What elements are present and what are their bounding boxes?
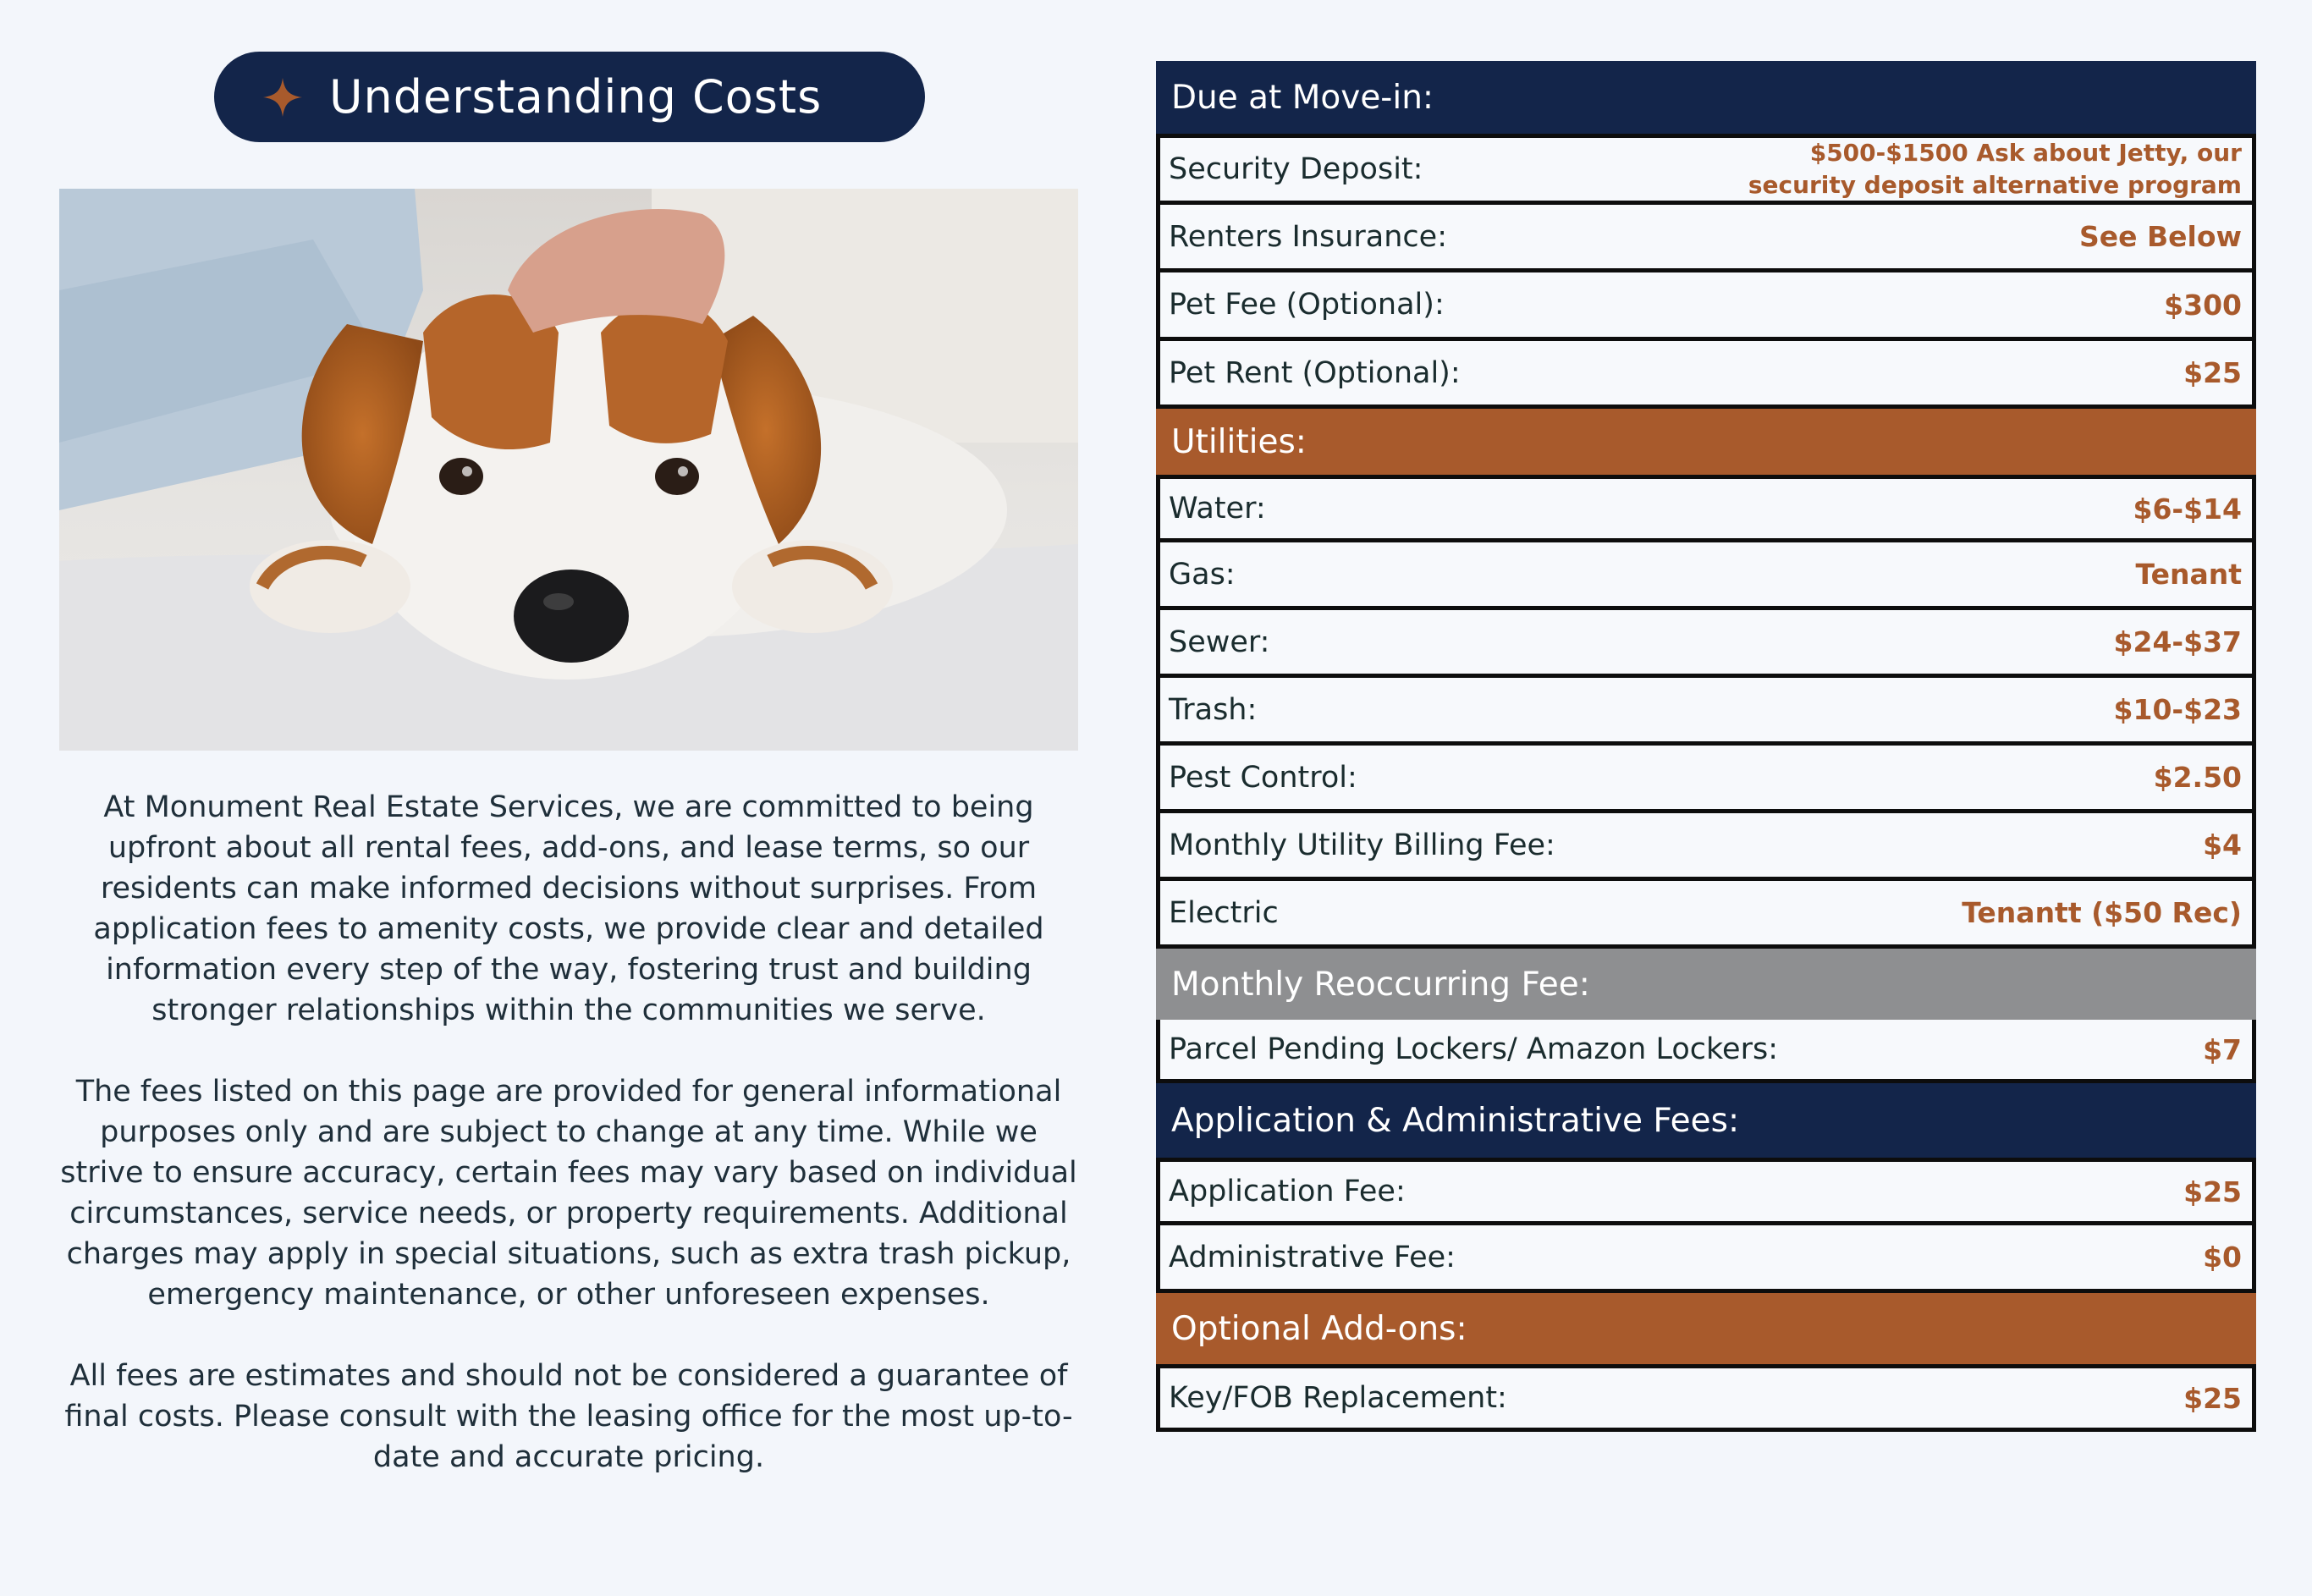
row-value: $6-$14 bbox=[2133, 492, 2242, 526]
row-label: Water: bbox=[1169, 492, 1266, 526]
row-label: Parcel Pending Lockers/ Amazon Lockers: bbox=[1169, 1032, 1778, 1066]
row-value: $300 bbox=[2164, 288, 2242, 322]
intro-paragraph: At Monument Real Estate Services, we are committed to being upfront about all rental fees, add-ons, and lease terms, so our residents can make informed decisions without surprises. From application fees to amenity costs, we provide clear and detailed information every step of the way, fostering trust and building stronger relationships within the communities we serve. bbox=[93, 790, 1044, 1027]
row-value: $4 bbox=[2203, 828, 2242, 861]
row-pet-fee bbox=[1156, 272, 2256, 341]
estimate-paragraph: All fees are estimates and should not be considered a guarantee of final costs. Please consult with the leasing office for the most up-to-date and accurate pricing. bbox=[64, 1359, 1073, 1474]
row-value: $500-$1500 Ask about Jetty, our security deposit alternative program bbox=[1748, 139, 2242, 199]
row-administrative-fee bbox=[1156, 1225, 2256, 1293]
row-key-fob-replacement bbox=[1156, 1364, 2256, 1432]
page-title-banner bbox=[214, 52, 925, 142]
section-monthly-reoccurring-fee: Monthly Reoccurring Fee: bbox=[1156, 949, 2256, 1020]
row-label: Electric bbox=[1169, 895, 1279, 930]
sparkle-icon bbox=[261, 76, 304, 118]
row-label: Sewer: bbox=[1169, 625, 1270, 659]
page-title: Understanding Costs bbox=[329, 70, 823, 124]
row-label: Administrative Fee: bbox=[1169, 1240, 1456, 1274]
section-utilities: Utilities: bbox=[1156, 409, 2256, 475]
section-application-fees: Application & Administrative Fees: bbox=[1156, 1083, 2256, 1158]
row-value: $25 bbox=[2183, 1175, 2242, 1208]
row-pet-rent bbox=[1156, 341, 2256, 409]
row-label: Monthly Utility Billing Fee: bbox=[1169, 828, 1555, 862]
row-value: See Below bbox=[2078, 220, 2242, 253]
row-renters-insurance bbox=[1156, 205, 2256, 272]
row-label: Gas: bbox=[1169, 557, 1236, 592]
row-value: Tenant bbox=[2135, 558, 2242, 591]
section-optional-add-ons: Optional Add-ons: bbox=[1156, 1293, 2256, 1364]
row-label: Key/FOB Replacement: bbox=[1169, 1381, 1507, 1415]
row-value: $25 bbox=[2183, 356, 2242, 389]
intro-text bbox=[59, 787, 1078, 1518]
row-pest-control bbox=[1156, 746, 2256, 813]
row-label: Pet Fee (Optional): bbox=[1169, 288, 1445, 322]
row-label: Pest Control: bbox=[1169, 760, 1357, 795]
row-value: Tenantt ($50 Rec) bbox=[1962, 896, 2242, 929]
row-trash bbox=[1156, 678, 2256, 746]
dog-photo bbox=[59, 189, 1078, 751]
row-value: $24-$37 bbox=[2113, 625, 2242, 658]
row-value: $25 bbox=[2183, 1381, 2242, 1415]
row-value: $0 bbox=[2203, 1241, 2242, 1274]
row-value: $10-$23 bbox=[2113, 693, 2242, 726]
row-label: Renters Insurance: bbox=[1169, 219, 1447, 254]
row-electric bbox=[1156, 881, 2256, 949]
row-label: Application Fee: bbox=[1169, 1175, 1406, 1208]
fee-table bbox=[1156, 61, 2256, 1432]
row-label: Security Deposit: bbox=[1169, 152, 1423, 186]
row-value: $2.50 bbox=[2153, 761, 2242, 794]
row-parcel-lockers bbox=[1156, 1020, 2256, 1083]
row-monthly-utility-billing-fee bbox=[1156, 813, 2256, 881]
row-label: Trash: bbox=[1169, 692, 1258, 727]
row-gas bbox=[1156, 542, 2256, 610]
row-label: Pet Rent (Optional): bbox=[1169, 355, 1461, 390]
row-sewer bbox=[1156, 610, 2256, 678]
disclaimer-paragraph: The fees listed on this page are provided for general informational purposes only and are subject to change at any time. While we strive to ensure accuracy, certain fees may vary based on individual circumstances, service needs, or property requirements. Additional charges may apply in special situations, such as extra trash pickup, emergency maintenance, or other unforeseen expenses. bbox=[60, 1075, 1077, 1312]
row-application-fee bbox=[1156, 1158, 2256, 1225]
row-value: $7 bbox=[2203, 1032, 2242, 1066]
row-water bbox=[1156, 475, 2256, 542]
row-security-deposit bbox=[1156, 134, 2256, 205]
section-due-at-move-in: Due at Move-in: bbox=[1156, 61, 2256, 134]
